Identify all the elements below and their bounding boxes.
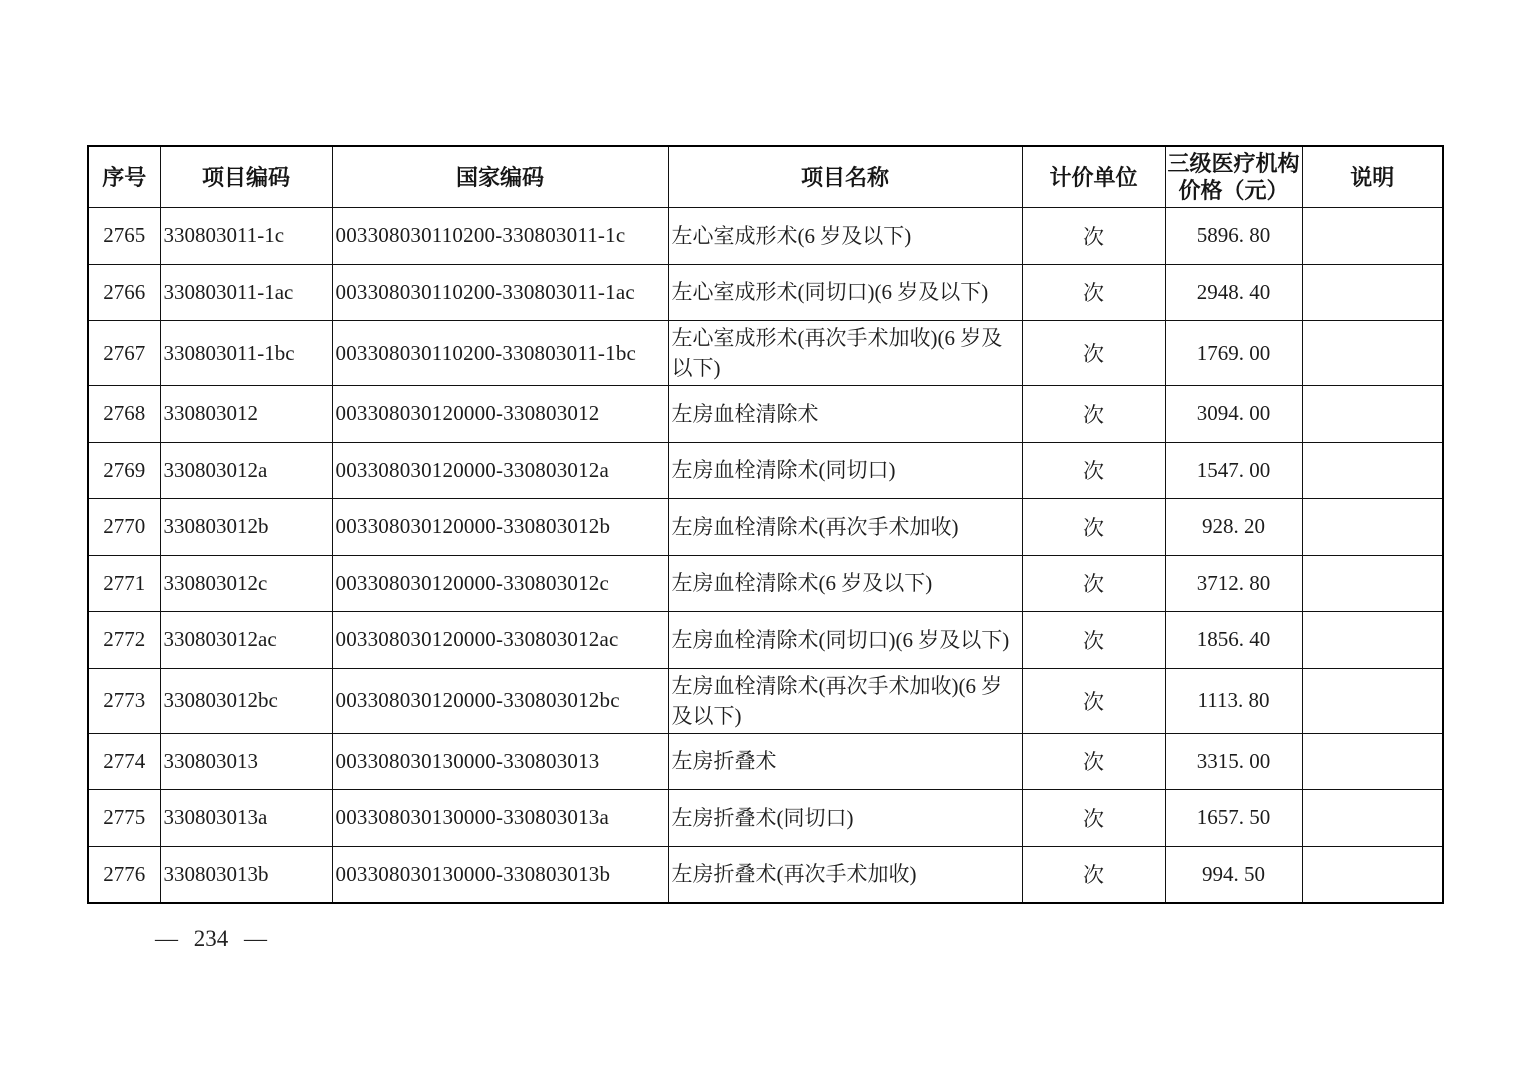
name-cell: 左房折叠术(同切口) xyxy=(668,790,1022,847)
code-cell: 330803011-1c xyxy=(160,208,332,265)
seq-cell: 2767 xyxy=(88,321,160,386)
table-header xyxy=(88,146,1443,208)
code-cell: 330803012a xyxy=(160,442,332,499)
unit-cell: 次 xyxy=(1022,386,1165,443)
code-cell: 330803011-1ac xyxy=(160,264,332,321)
price-cell: 1547. 00 xyxy=(1165,442,1302,499)
code-cell: 330803012 xyxy=(160,386,332,443)
code-cell: 330803013a xyxy=(160,790,332,847)
unit-cell: 次 xyxy=(1022,555,1165,612)
note-cell xyxy=(1302,321,1443,386)
note-cell xyxy=(1302,790,1443,847)
table-row xyxy=(88,264,1443,321)
national-code-cell: 003308030130000-330803013b xyxy=(332,846,668,903)
unit-cell: 次 xyxy=(1022,321,1165,386)
price-cell: 2948. 40 xyxy=(1165,264,1302,321)
seq-cell: 2774 xyxy=(88,733,160,790)
col-header-seq: 序号 xyxy=(88,146,160,208)
table-row xyxy=(88,733,1443,790)
national-code-cell: 003308030120000-330803012 xyxy=(332,386,668,443)
table-row xyxy=(88,790,1443,847)
price-cell: 3094. 00 xyxy=(1165,386,1302,443)
national-code-cell: 003308030130000-330803013 xyxy=(332,733,668,790)
national-code-cell: 003308030110200-330803011-1ac xyxy=(332,264,668,321)
table-row xyxy=(88,846,1443,903)
col-header-price-line2: 价格（元） xyxy=(1178,178,1289,203)
code-cell: 330803012b xyxy=(160,499,332,556)
seq-cell: 2776 xyxy=(88,846,160,903)
name-cell: 左心室成形术(再次手术加收)(6 岁及以下) xyxy=(668,321,1022,386)
name-cell: 左心室成形术(同切口)(6 岁及以下) xyxy=(668,264,1022,321)
table-body xyxy=(88,208,1443,903)
unit-cell: 次 xyxy=(1022,733,1165,790)
name-cell: 左心室成形术(6 岁及以下) xyxy=(668,208,1022,265)
seq-cell: 2773 xyxy=(88,668,160,733)
name-cell: 左房折叠术 xyxy=(668,733,1022,790)
national-code-cell: 003308030120000-330803012bc xyxy=(332,668,668,733)
name-cell: 左房血栓清除术(再次手术加收) xyxy=(668,499,1022,556)
national-code-cell: 003308030120000-330803012b xyxy=(332,499,668,556)
seq-cell: 2765 xyxy=(88,208,160,265)
code-cell: 330803012c xyxy=(160,555,332,612)
col-header-code: 项目编码 xyxy=(160,146,332,208)
price-cell: 1657. 50 xyxy=(1165,790,1302,847)
name-cell: 左房血栓清除术(6 岁及以下) xyxy=(668,555,1022,612)
price-cell: 3712. 80 xyxy=(1165,555,1302,612)
code-cell: 330803011-1bc xyxy=(160,321,332,386)
col-header-national-code: 国家编码 xyxy=(332,146,668,208)
seq-cell: 2770 xyxy=(88,499,160,556)
table-row xyxy=(88,386,1443,443)
unit-cell: 次 xyxy=(1022,846,1165,903)
note-cell xyxy=(1302,386,1443,443)
note-cell xyxy=(1302,264,1443,321)
unit-cell: 次 xyxy=(1022,612,1165,669)
table-row xyxy=(88,208,1443,265)
code-cell: 330803013 xyxy=(160,733,332,790)
name-cell: 左房血栓清除术 xyxy=(668,386,1022,443)
col-header-unit: 计价单位 xyxy=(1022,146,1165,208)
national-code-cell: 003308030110200-330803011-1c xyxy=(332,208,668,265)
table-row xyxy=(88,555,1443,612)
price-cell: 1769. 00 xyxy=(1165,321,1302,386)
name-cell: 左房血栓清除术(同切口) xyxy=(668,442,1022,499)
note-cell xyxy=(1302,733,1443,790)
page-number: — 234 — xyxy=(155,926,267,951)
code-cell: 330803013b xyxy=(160,846,332,903)
table-row xyxy=(88,668,1443,733)
seq-cell: 2769 xyxy=(88,442,160,499)
col-header-note: 说明 xyxy=(1302,146,1443,208)
unit-cell: 次 xyxy=(1022,442,1165,499)
unit-cell: 次 xyxy=(1022,499,1165,556)
table-row xyxy=(88,442,1443,499)
price-cell: 1113. 80 xyxy=(1165,668,1302,733)
national-code-cell: 003308030110200-330803011-1bc xyxy=(332,321,668,386)
note-cell xyxy=(1302,668,1443,733)
col-header-price-line1: 三级医疗机构 xyxy=(1167,151,1300,176)
seq-cell: 2768 xyxy=(88,386,160,443)
header-row xyxy=(88,146,1443,208)
unit-cell: 次 xyxy=(1022,208,1165,265)
seq-cell: 2772 xyxy=(88,612,160,669)
note-cell xyxy=(1302,442,1443,499)
price-cell: 1856. 40 xyxy=(1165,612,1302,669)
name-cell: 左房血栓清除术(再次手术加收)(6 岁及以下) xyxy=(668,668,1022,733)
national-code-cell: 003308030130000-330803013a xyxy=(332,790,668,847)
price-cell: 994. 50 xyxy=(1165,846,1302,903)
note-cell xyxy=(1302,499,1443,556)
price-table xyxy=(87,145,1444,904)
name-cell: 左房血栓清除术(同切口)(6 岁及以下) xyxy=(668,612,1022,669)
note-cell xyxy=(1302,612,1443,669)
seq-cell: 2775 xyxy=(88,790,160,847)
national-code-cell: 003308030120000-330803012a xyxy=(332,442,668,499)
note-cell xyxy=(1302,208,1443,265)
price-cell: 3315. 00 xyxy=(1165,733,1302,790)
table-row xyxy=(88,612,1443,669)
unit-cell: 次 xyxy=(1022,668,1165,733)
code-cell: 330803012ac xyxy=(160,612,332,669)
col-header-name: 项目名称 xyxy=(668,146,1022,208)
note-cell xyxy=(1302,846,1443,903)
price-cell: 5896. 80 xyxy=(1165,208,1302,265)
unit-cell: 次 xyxy=(1022,264,1165,321)
name-cell: 左房折叠术(再次手术加收) xyxy=(668,846,1022,903)
table-row xyxy=(88,321,1443,386)
seq-cell: 2771 xyxy=(88,555,160,612)
seq-cell: 2766 xyxy=(88,264,160,321)
national-code-cell: 003308030120000-330803012c xyxy=(332,555,668,612)
national-code-cell: 003308030120000-330803012ac xyxy=(332,612,668,669)
code-cell: 330803012bc xyxy=(160,668,332,733)
table-row xyxy=(88,499,1443,556)
unit-cell: 次 xyxy=(1022,790,1165,847)
note-cell xyxy=(1302,555,1443,612)
col-header-price xyxy=(1165,146,1302,208)
price-cell: 928. 20 xyxy=(1165,499,1302,556)
